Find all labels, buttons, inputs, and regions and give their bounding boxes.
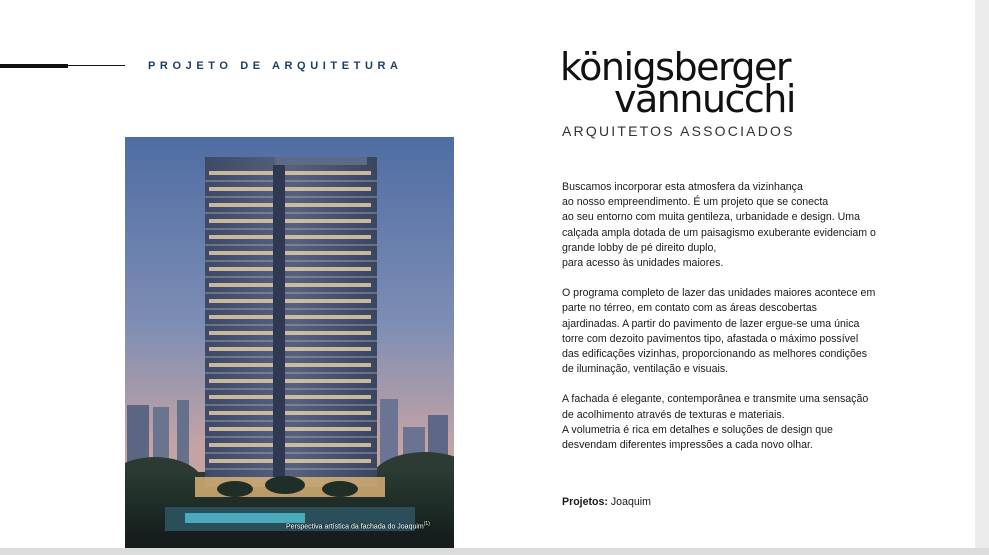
text-line: ajardinadas. A partir do pavimento de lazer ergue-se uma única — [562, 317, 860, 330]
description-text — [562, 180, 902, 468]
text-line: ao seu entorno com muita gentileza, urbanidade e design. Uma — [562, 211, 860, 224]
credits-value: Joaquim — [610, 496, 651, 508]
credits-label: Projetos: — [562, 496, 608, 508]
caption-footnote-mark: (1) — [423, 521, 430, 527]
header-rule-thin — [68, 65, 125, 66]
text-line: de acolhimento através de texturas e materiais. — [562, 408, 785, 421]
text-line: de iluminação, ventilação e visuais. — [562, 363, 729, 376]
image-caption — [286, 521, 430, 530]
text-line: torre com dezoito pavimentos tipo, afastada o máximo possível — [562, 332, 859, 345]
text-line: grande lobby de pé direito duplo, — [562, 241, 717, 254]
caption-text: Perspectiva artística da fachada do Joaquim — [286, 523, 424, 531]
logo-line-2: vannucchi — [614, 77, 795, 121]
building-rendering-image — [125, 137, 454, 548]
paragraph-3 — [562, 392, 902, 453]
logo-line-1: königsberger — [560, 45, 791, 89]
text-line: A fachada é elegante, contemporânea e transmite uma sensação — [562, 393, 869, 406]
paragraph-1 — [562, 180, 902, 271]
vertical-scrollbar[interactable] — [975, 0, 989, 555]
text-line: O programa completo de lazer das unidades maiores acontece em — [562, 287, 876, 300]
logo-subtitle: ARQUITETOS ASSOCIADOS — [562, 123, 795, 139]
text-line: ao nosso empreendimento. É um projeto que se conecta — [562, 196, 829, 209]
text-line: desvendam diferentes impressões a cada novo olhar. — [562, 439, 813, 452]
text-line: parte no térreo, em contato com as áreas descobertas — [562, 302, 817, 315]
text-line: calçada ampla dotada de um paisagismo exuberante evidenciam o — [562, 226, 876, 239]
paragraph-2 — [562, 286, 902, 377]
project-credits — [562, 496, 651, 508]
section-title: PROJETO DE ARQUITETURA — [148, 60, 403, 72]
page-bottom-edge — [0, 548, 989, 555]
text-line: Buscamos incorporar esta atmosfera da vizinhança — [562, 181, 803, 193]
text-line: A volumetria é rica em detalhes e soluções de design que — [562, 423, 833, 436]
text-line: para acesso às unidades maiores. — [562, 257, 724, 270]
text-line: das edificações vizinhas, proporcionando as melhores condições — [562, 348, 868, 361]
header-rule-thick — [0, 64, 68, 68]
